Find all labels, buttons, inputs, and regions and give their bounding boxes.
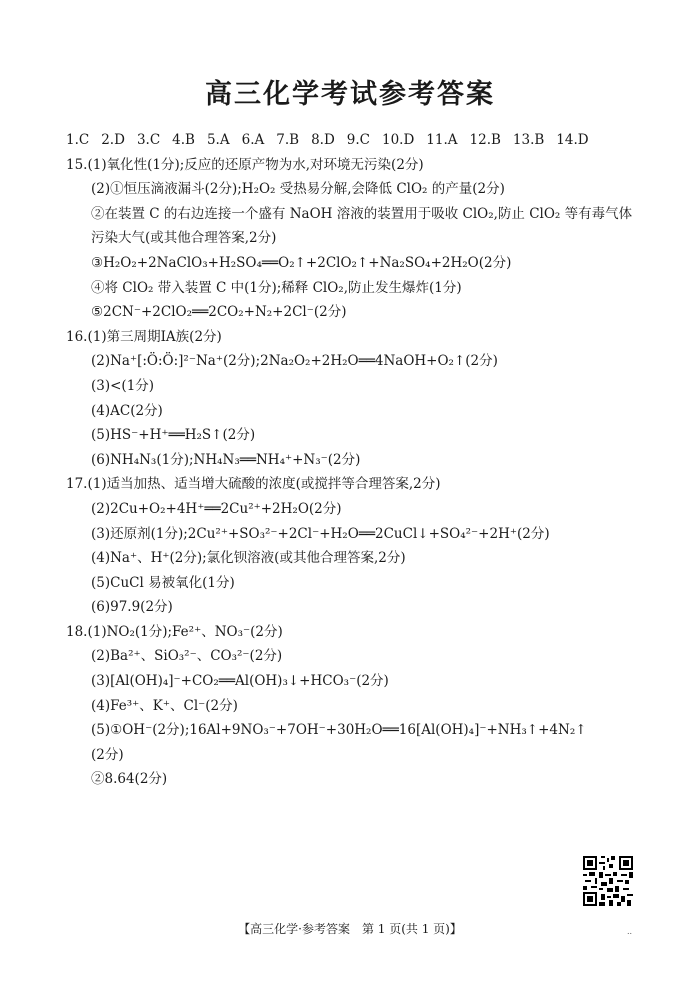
mc-answer: 13.B: [512, 132, 545, 148]
answer-line: (3)还原剂(1分);2Cu²⁺+SO₃²⁻+2Cl⁻+H₂O══2CuCl↓+SO₄²⁻+2H⁺(2分): [91, 525, 550, 542]
answer-line: 污染大气(或其他合理答案,2分): [91, 230, 277, 247]
answer-line: (2分): [91, 746, 124, 763]
mc-answer: 7.B: [276, 132, 300, 148]
answer-line: 15.(1)氧化性(1分);反应的还原产物为水,对环境无污染(2分): [66, 156, 424, 173]
page-title: 高三化学考试参考答案: [205, 79, 495, 110]
mc-answer: 3.C: [136, 132, 161, 148]
answer-line: (2)①恒压滴液漏斗(2分);H₂O₂ 受热易分解,会降低 ClO₂ 的产量(2分): [91, 181, 505, 198]
answer-line: (2)2Cu+O₂+4H⁺══2Cu²⁺+2H₂O(2分): [91, 500, 342, 517]
answer-line: (5)HS⁻+H⁺══H₂S↑(2分): [91, 427, 256, 444]
mc-answer: 1.C: [66, 132, 90, 148]
answer-line: (4)Na⁺、H⁺(2分);氯化钡溶液(或其他合理答案,2分): [91, 550, 406, 567]
answer-line: (3)<(1分): [91, 377, 155, 394]
answer-line: ②8.64(2分): [91, 771, 168, 788]
mc-answer: 10.D: [382, 132, 415, 148]
answer-line: (6)97.9(2分): [91, 599, 173, 616]
answer-line: (5)CuCl 易被氧化(1分): [91, 574, 235, 591]
answer-line: 17.(1)适当加热、适当增大硫酸的浓度(或搅拌等合理答案,2分): [66, 476, 441, 493]
mc-answer: 2.D: [101, 132, 125, 148]
answer-lines: [66, 153, 646, 792]
mc-answer: 6.A: [241, 132, 265, 148]
qr-finder-bottom-left: [583, 892, 597, 906]
answer-line: 16.(1)第三周期ⅠA族(2分): [66, 328, 222, 345]
answer-line: 18.(1)NO₂(1分);Fe²⁺、NO₃⁻(2分): [66, 623, 283, 640]
answer-line: ⑤2CN⁻+2ClO₂══2CO₂+N₂+2Cl⁻(2分): [91, 304, 347, 321]
answer-line: (6)NH₄N₃(1分);NH₄N₃══NH₄⁺+N₃⁻(2分): [91, 451, 361, 468]
answer-body: [66, 128, 646, 792]
corner-mark: ..: [627, 927, 633, 936]
answer-line: ④将 ClO₂ 带入装置 C 中(1分);稀释 ClO₂,防止发生爆炸(1分): [91, 279, 462, 296]
multiple-choice-answers: [66, 128, 646, 153]
answer-line: (3)[Al(OH)₄]⁻+CO₂══Al(OH)₃↓+HCO₃⁻(2分): [91, 673, 389, 690]
qr-finder-top-right: [619, 856, 633, 870]
answer-line: ③H₂O₂+2NaClO₃+H₂SO₄══O₂↑+2ClO₂↑+Na₂SO₄+2H₂O(2分): [91, 254, 512, 271]
qr-finder-top-left: [583, 856, 597, 870]
mc-answer: 11.A: [426, 132, 458, 148]
answer-line: (4)Fe³⁺、K⁺、Cl⁻(2分): [91, 697, 238, 714]
mc-answer: 14.D: [556, 132, 589, 148]
answer-line: ②在装置 C 的右边连接一个盛有 NaOH 溶液的装置用于吸收 ClO₂,防止 ClO₂ 等有毒气体: [91, 205, 633, 222]
answer-line: (4)AC(2分): [91, 402, 163, 419]
mc-answer: 9.C: [346, 132, 370, 148]
mc-answer: 4.B: [172, 132, 195, 148]
answer-line: (2)Na⁺[:Ö:Ö:]²⁻Na⁺(2分);2Na₂O₂+2H₂O══4NaOH+O₂↑(2分): [91, 353, 498, 370]
answer-line: (5)①OH⁻(2分);16Al+9NO₃⁻+7OH⁻+30H₂O══16[Al(OH)₄]⁻+NH₃↑+4N₂↑: [91, 722, 587, 739]
mc-answer: 12.B: [469, 132, 501, 148]
mc-answer: 5.A: [206, 132, 230, 148]
mc-answer: 8.D: [311, 132, 335, 148]
qr-code: [583, 856, 633, 906]
page-footer: 【高三化学·参考答案 第 1 页(共 1 页)】: [238, 922, 462, 936]
answer-line: (2)Ba²⁺、SiO₃²⁻、CO₃²⁻(2分): [91, 648, 283, 665]
